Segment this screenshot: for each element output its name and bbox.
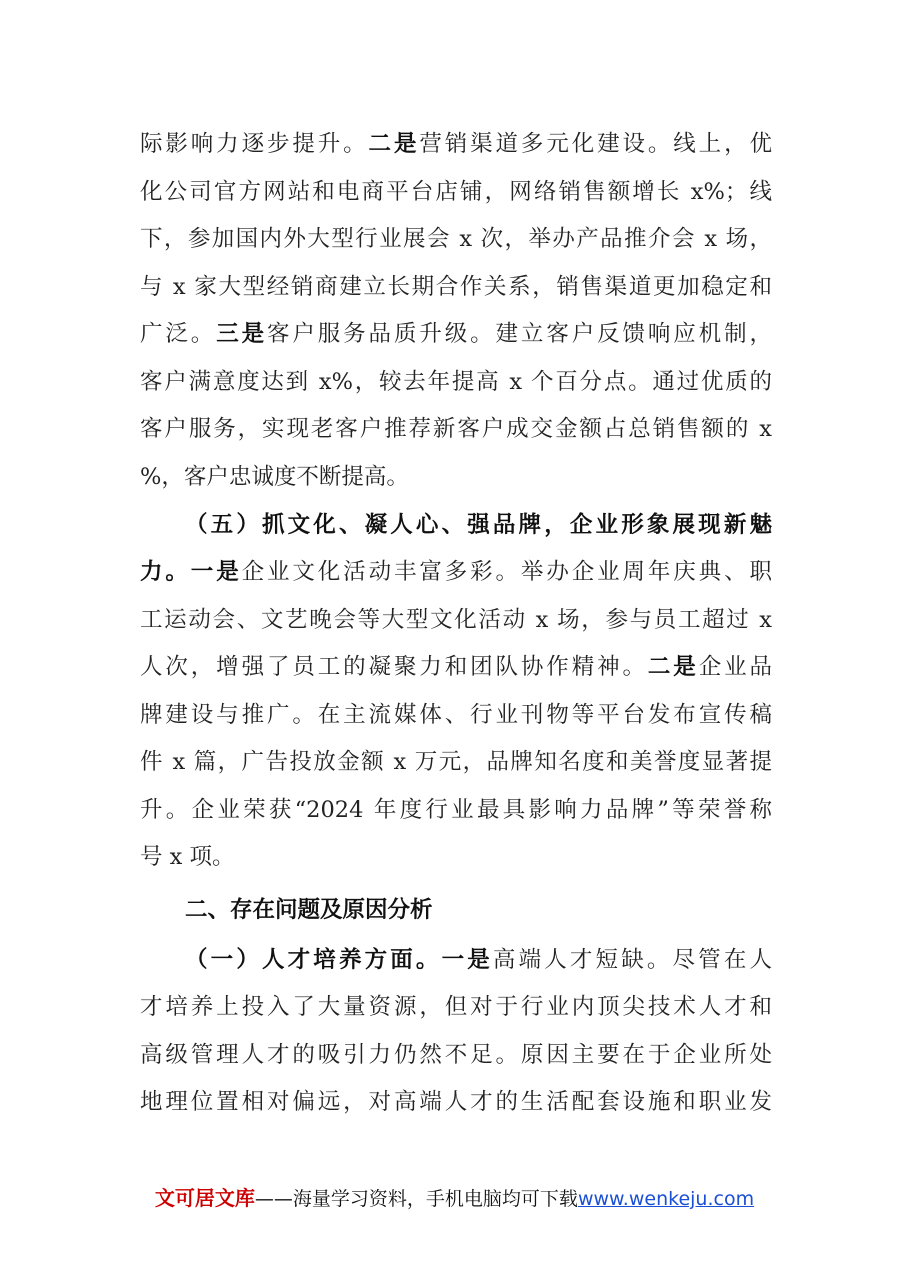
text-line <box>140 1031 772 1079</box>
footer-slogan: ——海量学习资料，手机电脑均可下载 <box>254 1188 578 1210</box>
text-run: 客户满意度达到 x%，较去年提高 x 个百分点。通过优质的 <box>140 369 772 395</box>
text-run: 与 x 家大型经销商建立长期合作关系，销售渠道更加稳定和 <box>140 274 772 300</box>
text-run: %，客户忠诚度不断提高。 <box>140 464 409 490</box>
text-line <box>140 358 772 406</box>
bold-keyword: 一是 <box>441 947 493 973</box>
section-heading-line <box>185 501 772 549</box>
section-heading: 力。 <box>140 559 191 585</box>
section-heading: （五）抓文化、凝人心、强品牌，企业形象展现新魅 <box>185 512 772 538</box>
text-run: 牌建设与推广。在主流媒体、行业刊物等平台发布宣传稿 <box>140 702 772 728</box>
text-run: 企业品 <box>698 654 772 680</box>
text-line <box>140 691 772 739</box>
text-line <box>140 120 772 168</box>
text-run: 升。企业荣获“2024 年度行业最具影响力品牌”等荣誉称 <box>140 797 772 823</box>
text-run: 高级管理人才的吸引力仍然不足。原因主要在于企业所处 <box>140 1042 772 1068</box>
text-line <box>140 786 772 834</box>
text-line <box>140 263 772 311</box>
website-link[interactable]: www.wenkeju.com <box>577 1188 755 1210</box>
text-run: 广泛。 <box>140 321 217 347</box>
text-run: 客户服务，实现老客户推荐新客户成交金额占总销售额的 x <box>140 416 772 442</box>
text-line <box>185 936 772 984</box>
brand-name: 文可居文库 <box>154 1186 255 1210</box>
text-line <box>140 548 772 596</box>
section-heading: （一）人才培养方面。 <box>185 947 442 973</box>
text-run: 才培养上投入了大量资源，但对于行业内顶尖技术人才和 <box>140 994 772 1020</box>
text-run: 化公司官方网站和电商平台店铺，网络销售额增长 x%；线 <box>140 179 772 205</box>
text-run: 地理位置相对偏远，对高端人才的生活配套设施和职业发 <box>140 1089 772 1115</box>
text-run: 人次，增强了员工的凝聚力和团队协作精神。 <box>140 654 648 680</box>
text-line <box>140 310 772 358</box>
text-run: 工运动会、文艺晚会等大型文化活动 x 场，参与员工超过 x <box>140 607 772 633</box>
text-run: 际影响力逐步提升。 <box>140 131 369 157</box>
bold-keyword: 二是 <box>368 131 420 157</box>
text-run: 号 x 项。 <box>140 844 235 870</box>
page-footer <box>0 1180 909 1216</box>
text-line <box>140 833 772 881</box>
bold-keyword: 三是 <box>216 321 267 347</box>
bold-keyword: 一是 <box>190 559 242 585</box>
text-line <box>140 983 772 1031</box>
text-run: 企业文化活动丰富多彩。举办企业周年庆典、职 <box>241 559 772 585</box>
text-run: 高端人才短缺。尽管在人 <box>492 947 772 973</box>
text-line <box>140 453 772 501</box>
text-run: 下，参加国内外大型行业展会 x 次，举办产品推介会 x 场， <box>140 226 772 252</box>
text-run: 营销渠道多元化建设。线上，优 <box>419 131 772 157</box>
chapter-heading-line <box>185 886 772 934</box>
bold-keyword: 二是 <box>647 654 699 680</box>
text-run: 件 x 篇，广告投放金额 x 万元，品牌知名度和美誉度显著提 <box>140 749 772 775</box>
text-run: 客户服务品质升级。建立客户反馈响应机制， <box>266 321 772 347</box>
text-line <box>140 1078 772 1126</box>
text-line <box>140 596 772 644</box>
text-line <box>140 738 772 786</box>
text-line <box>140 643 772 691</box>
text-line <box>140 405 772 453</box>
chapter-heading: 二、存在问题及原因分析 <box>185 897 433 923</box>
text-line <box>140 168 772 216</box>
text-line <box>140 215 772 263</box>
